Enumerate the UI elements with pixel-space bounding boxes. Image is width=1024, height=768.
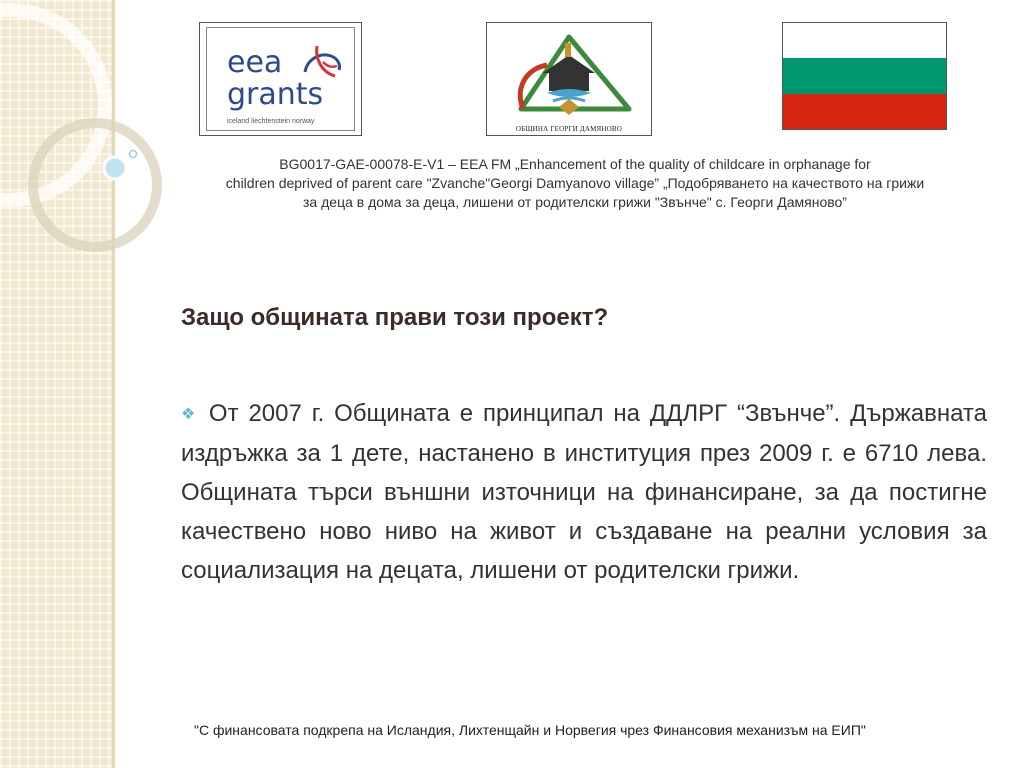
- grants-logo-text: grants: [227, 77, 324, 112]
- municipality-caption: ОБЩИНА ГЕОРГИ ДАМЯНОВО: [515, 125, 623, 133]
- slide-title: Защо общината прави този проект?: [181, 304, 609, 331]
- municipality-logo: [486, 22, 652, 136]
- bulgarian-flag: [782, 22, 947, 130]
- project-header-line-1: BG0017-GAE-00078-E-V1 – EEA FM „Enhancement of the quality of childcare in orphanage for: [279, 156, 871, 172]
- flag-stripe-white: [783, 23, 946, 58]
- eea-swirl-icon: [297, 42, 345, 86]
- diamond-bullet-icon: ❖: [181, 406, 196, 423]
- decorative-circles: [0, 0, 150, 260]
- funding-footer: "С финансовата подкрепа на Исландия, Лихтенщайн и Норвегия чрез Финансовия механизъм на ЕИП": [194, 722, 866, 738]
- eea-logo-subtitle: iceland liechtenstein norway: [227, 118, 315, 125]
- flag-stripe-green: [783, 58, 946, 94]
- eea-logo-frame: [206, 27, 355, 131]
- bullet-paragraph: [181, 394, 987, 590]
- flag-stripe-red: [783, 94, 946, 129]
- municipality-emblem-icon: [501, 29, 637, 121]
- eea-logo-text: eea: [227, 45, 283, 80]
- bullet-text: От 2007 г. Общината е принципал на ДДЛРГ “Звънче”. Държавната издръжка за 1 дете, настанено в институция през 2009 г. е 6710 лева. Общината търси външни източници на финансиране, за да постигне качествено ново ниво на живот и създаване на реални условия за социализация на децата, лишени от родителски грижи.: [181, 400, 988, 584]
- eea-grants-logo: [199, 22, 362, 136]
- project-header-line-3: за деца в дома за деца, лишени от родителски грижи "Звънче" с. Георги Дамяново”: [303, 194, 847, 210]
- project-header: [140, 155, 1010, 212]
- project-header-line-2: children deprived of parent care "Zvanche"Georgi Damyanovo village” „Подобряването на качеството на грижи: [225, 175, 925, 191]
